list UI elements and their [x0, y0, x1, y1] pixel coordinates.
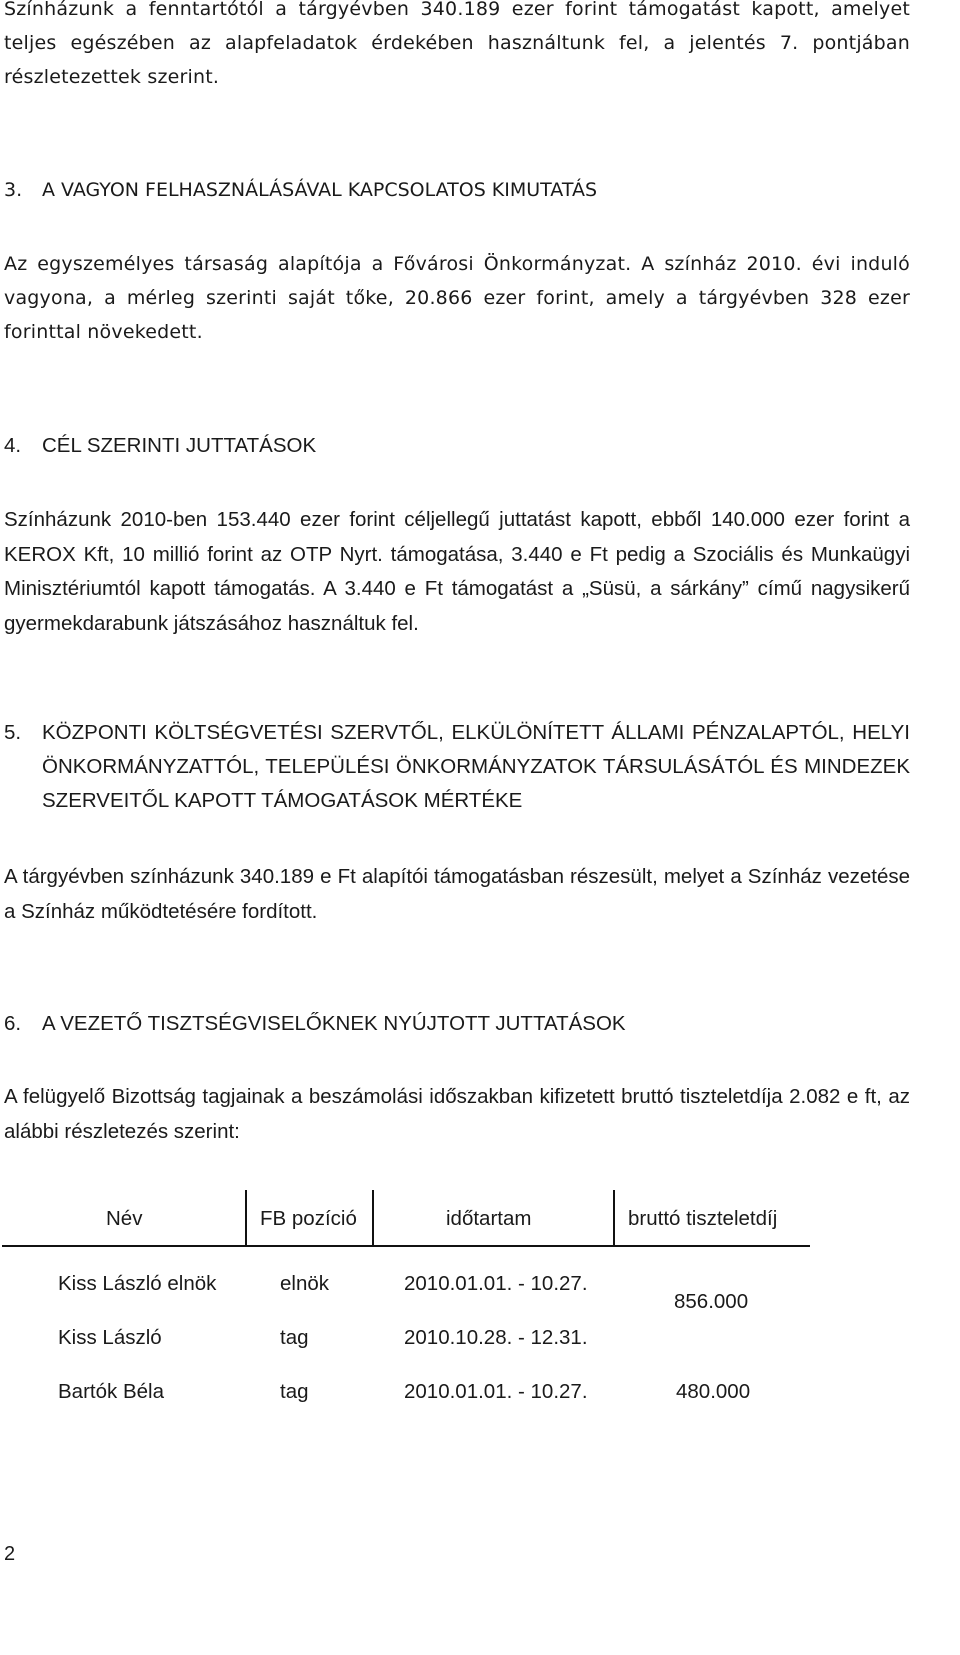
section-5-number: 5. [4, 721, 22, 744]
row-2-period: 2010.10.28. - 12.31. [404, 1326, 588, 1349]
section-3-title: A VAGYON FELHASZNÁLÁSÁVAL KAPCSOLATOS KIMUTATÁS [42, 179, 598, 201]
row-1-position: elnök [280, 1272, 330, 1295]
header-position: FB pozíció [260, 1207, 357, 1230]
fee-table-cells [0, 1190, 820, 1420]
intro-paragraph: Színházunk a fenntartótól a tárgyévben 340.189 ezer forint támogatást kapott, amelyet teljes egészében az alapfeladatok érdekében használtunk fel, a jelentés 7. pontjában részletezettek szerint. [4, 0, 910, 88]
section-3-heading [4, 173, 910, 207]
row-3-name: Bartók Béla [58, 1380, 164, 1403]
row-1-period: 2010.01.01. - 10.27. [404, 1272, 588, 1295]
section-5-title: KÖZPONTI KÖLTSÉGVETÉSI SZERVTŐL, ELKÜLÖNÍTETT ÁLLAMI PÉNZALAPTÓL, HELYI ÖNKORMÁNYZATTÓL, TELEPÜLÉSI ÖNKORMÁNYZATOK TÁRSULÁSÁTÓL ÉS MINDEZEK SZERVEITŐL KAPOTT TÁMOGATÁSOK MÉRTÉKE [42, 721, 910, 812]
row-2-position: tag [280, 1326, 309, 1349]
section-5-heading [4, 716, 910, 818]
section-3-number: 3. [4, 179, 23, 201]
row-3-period: 2010.01.01. - 10.27. [404, 1380, 588, 1403]
header-fee: bruttó tiszteletdíj [628, 1207, 778, 1230]
section-4-title: CÉL SZERINTI JUTTATÁSOK [42, 434, 317, 457]
section-4-paragraph: Színházunk 2010-ben 153.440 ezer forint céljellegű juttatást kapott, ebből 140.000 ezer forint a KEROX Kft, 10 millió forint az OTP Nyrt. támogatása, 3.440 e Ft pedig a Szociális és Munkaügyi Minisztériumtól kapott támogatás. A 3.440 e Ft támogatást a „Süsü, a sárkány” című nagysikerű gyermekdarabunk játszásához használtuk fel. [4, 508, 910, 635]
header-name: Név [106, 1207, 143, 1230]
header-period: időtartam [446, 1207, 532, 1230]
amount-kiss-laszlo: 856.000 [674, 1290, 749, 1313]
section-4-number: 4. [4, 434, 22, 457]
page-number: 2 [4, 1543, 16, 1565]
section-5-paragraph: A tárgyévben színházunk 340.189 e Ft alapítói támogatásban részesült, melyet a Színház vezetése a Színház működtetésére fordított. [4, 865, 910, 923]
section-6-heading [4, 1007, 910, 1041]
section-4-heading [4, 429, 910, 463]
section-6-paragraph: A felügyelő Bizottság tagjainak a beszámolási időszakban kifizetett bruttó tiszteletdíja 2.082 e ft, az alábbi részletezés szerint: [4, 1085, 910, 1143]
section-3-paragraph: Az egyszemélyes társaság alapítója a Fővárosi Önkormányzat. A színház 2010. évi induló vagyona, a mérleg szerinti saját tőke, 20.866 ezer forint, amely a tárgyévben 328 ezer forinttal növekedett. [4, 253, 910, 343]
section-6-title: A VEZETŐ TISZTSÉGVISELŐKNEK NYÚJTOTT JUTTATÁSOK [42, 1012, 626, 1035]
section-6-number: 6. [4, 1012, 22, 1035]
row-3-position: tag [280, 1380, 309, 1403]
row-1-name: Kiss László elnök [58, 1272, 217, 1295]
row-2-name: Kiss László [58, 1326, 162, 1349]
amount-bartok-bela: 480.000 [676, 1380, 751, 1403]
